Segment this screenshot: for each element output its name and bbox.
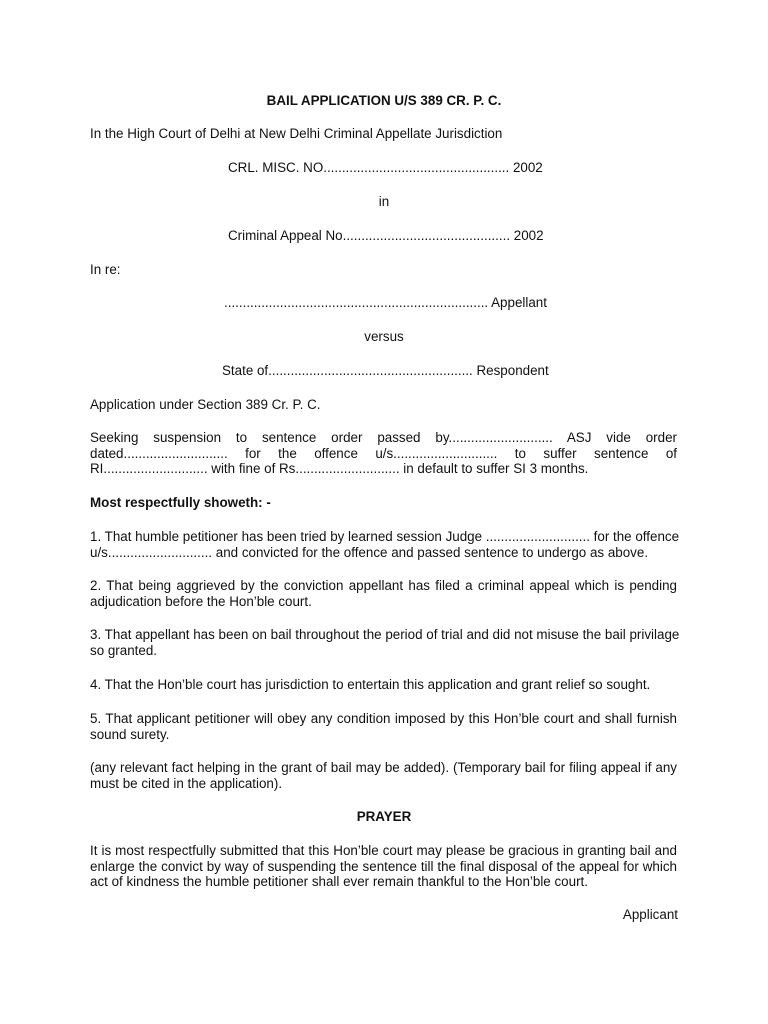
document-title: BAIL APPLICATION U/S 389 CR. P. C. [266,93,502,108]
point-5 [90,711,677,742]
prayer-paragraph [90,843,677,890]
point-3 [90,627,680,658]
criminal-appeal-number: Criminal Appeal No............................................. 2002 [228,228,544,243]
appellant-line: ....................................................................... Appellant [224,295,547,310]
application-under-section: Application under Section 389 Cr. P. C. [90,397,321,412]
point-line: 5. That applicant petitioner will obey any condition imposed by this Hon’ble court and shall furnish [90,711,677,726]
seeking-line: dated............................ for the offence u/s............................ to suffer sentence of [90,445,677,461]
point-line: 2. That being aggrieved by the conviction appellant has filed a criminal appeal which is pending [90,578,677,593]
note-line: (any relevant fact helping in the grant of bail may be added). (Temporary bail for filing appeal if any [90,760,677,775]
prayer-heading: PRAYER [356,809,412,824]
point-4 [90,677,677,693]
point-line: u/s............................ and convicted for the offence and passed sentence to undergo as above. [90,544,649,560]
respondent-line: State of....................................................... Respondent [222,363,549,378]
prayer-line: It is most respectfully submitted that this Hon’ble court may please be gracious in granting bail and [90,843,677,858]
point-line: sound surety. [90,726,170,742]
prayer-line: enlarge the convict by way of suspending the sentence till the final disposal of the appeal for which [90,858,677,874]
crl-misc-number: CRL. MISC. NO.................................................. 2002 [228,160,543,175]
showeth-heading: Most respectfully showeth: - [90,495,271,510]
versus-label: versus [364,329,404,344]
point-line: adjudication before the Hon’ble court. [90,593,312,609]
prayer-line: act of kindness the humble petitioner shall ever remain thankful to the Hon’ble court. [90,874,588,889]
point-line: 3. That appellant has been on bail throughout the period of trial and did not misuse the bail privilage [90,627,680,642]
note-paragraph [90,760,677,791]
applicant-signature: Applicant [622,907,678,922]
point-line: so granted. [90,642,157,658]
in-connector: in [378,194,390,209]
court-heading: In the High Court of Delhi at New Delhi Criminal Appellate Jurisdiction [90,126,503,141]
seeking-line: Seeking suspension to sentence order passed by............................ ASJ vide order [90,430,677,445]
point-line: 4. That the Hon’ble court has jurisdiction to entertain this application and grant relief so sought. [90,677,651,692]
seeking-paragraph [90,430,677,477]
point-1 [90,529,680,560]
in-re-label: In re: [90,262,121,277]
point-line: 1. That humble petitioner has been tried by learned session Judge ............................ for the offence [90,529,680,544]
seeking-line: RI............................ with fine of Rs............................ in default to suffer SI 3 months. [90,461,589,476]
note-line: must be cited in the application). [90,775,283,791]
point-2 [90,578,677,609]
